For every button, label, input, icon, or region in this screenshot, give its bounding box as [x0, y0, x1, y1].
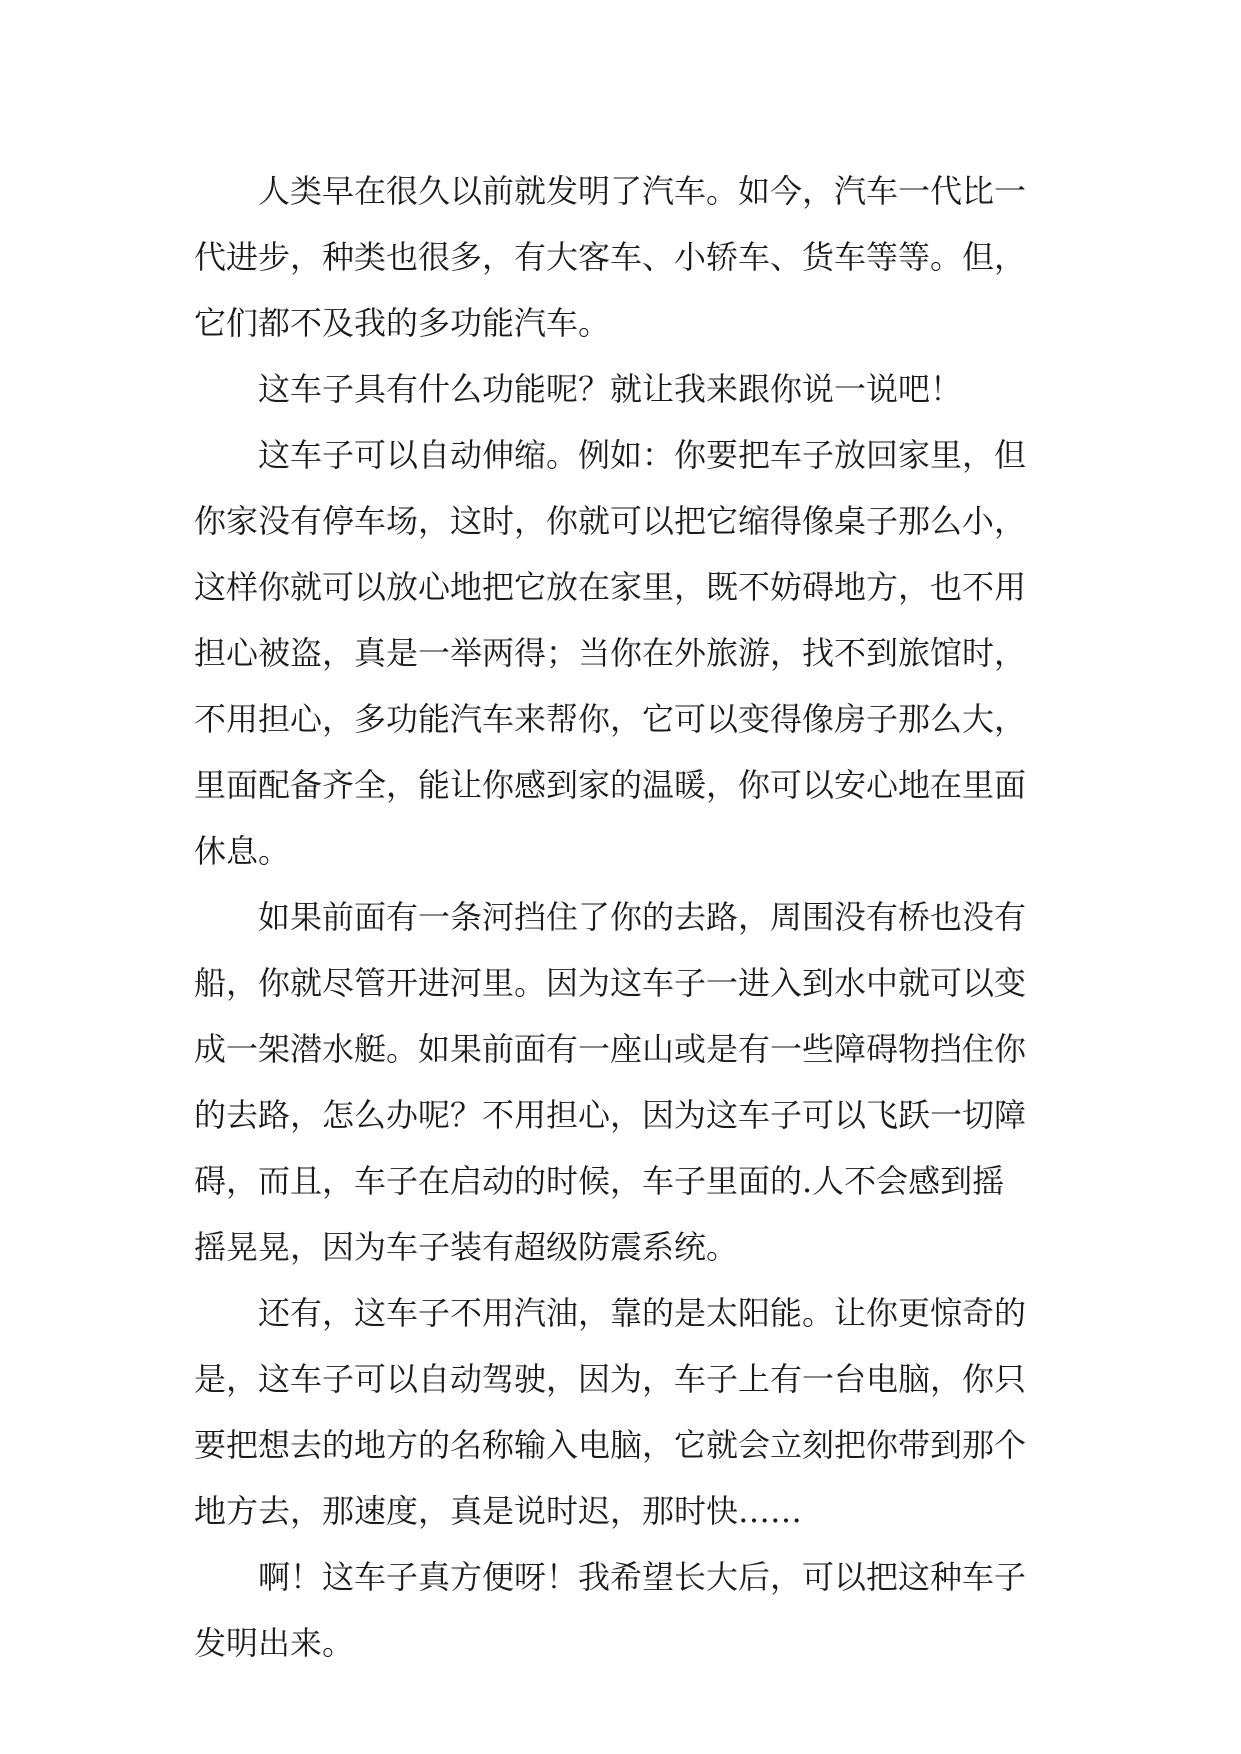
text-line: 成一架潜水艇。如果前面有一座山或是有一些障碍物挡住你: [194, 1030, 1027, 1068]
text-line: 发明出来。: [194, 1624, 355, 1662]
text-line: 碍，而且，车子在启动的时候，车子里面的.人不会感到摇: [194, 1162, 1005, 1200]
text-line: 人类早在很久以前就发明了汽车。如今，汽车一代比一: [258, 172, 1027, 210]
text-line: 你家没有停车场，这时，你就可以把它缩得像桌子那么小，: [194, 502, 1027, 540]
text-line: 担心被盗，真是一举两得；当你在外旅游，找不到旅馆时，: [194, 634, 1027, 672]
text-line: 休息。: [194, 832, 291, 870]
text-line: 是，这车子可以自动驾驶，因为，车子上有一台电脑，你只: [194, 1360, 1027, 1398]
text-line: 这样你就可以放心地把它放在家里，既不妨碍地方，也不用: [194, 568, 1027, 606]
essay-body: [194, 156, 1064, 1674]
text-line: 地方去，那速度，真是说时迟，那时快……: [194, 1492, 803, 1530]
text-line: 它们都不及我的多功能汽车。: [194, 304, 611, 342]
text-line: 的去路，怎么办呢？不用担心，因为这车子可以飞跃一切障: [194, 1096, 1027, 1134]
text-line: 还有，这车子不用汽油，靠的是太阳能。让你更惊奇的: [258, 1294, 1027, 1332]
text-line: 这车子具有什么功能呢？就让我来跟你说一说吧！: [258, 370, 963, 408]
text-line: 这车子可以自动伸缩。例如：你要把车子放回家里，但: [258, 436, 1027, 474]
text-line: 不用担心，多功能汽车来帮你，它可以变得像房子那么大，: [194, 700, 1027, 738]
text-line: 摇晃晃，因为车子装有超级防震系统。: [194, 1228, 739, 1266]
text-line: 代进步，种类也很多，有大客车、小轿车、货车等等。但，: [194, 238, 1027, 276]
text-line: 船，你就尽管开进河里。因为这车子一进入到水中就可以变: [194, 964, 1027, 1002]
text-line: 要把想去的地方的名称输入电脑，它就会立刻把你带到那个: [194, 1426, 1027, 1464]
text-line: 里面配备齐全，能让你感到家的温暖，你可以安心地在里面: [194, 766, 1027, 804]
text-line: 啊！这车子真方便呀！我希望长大后，可以把这种车子: [258, 1558, 1027, 1596]
text-line: 如果前面有一条河挡住了你的去路，周围没有桥也没有: [258, 898, 1027, 936]
